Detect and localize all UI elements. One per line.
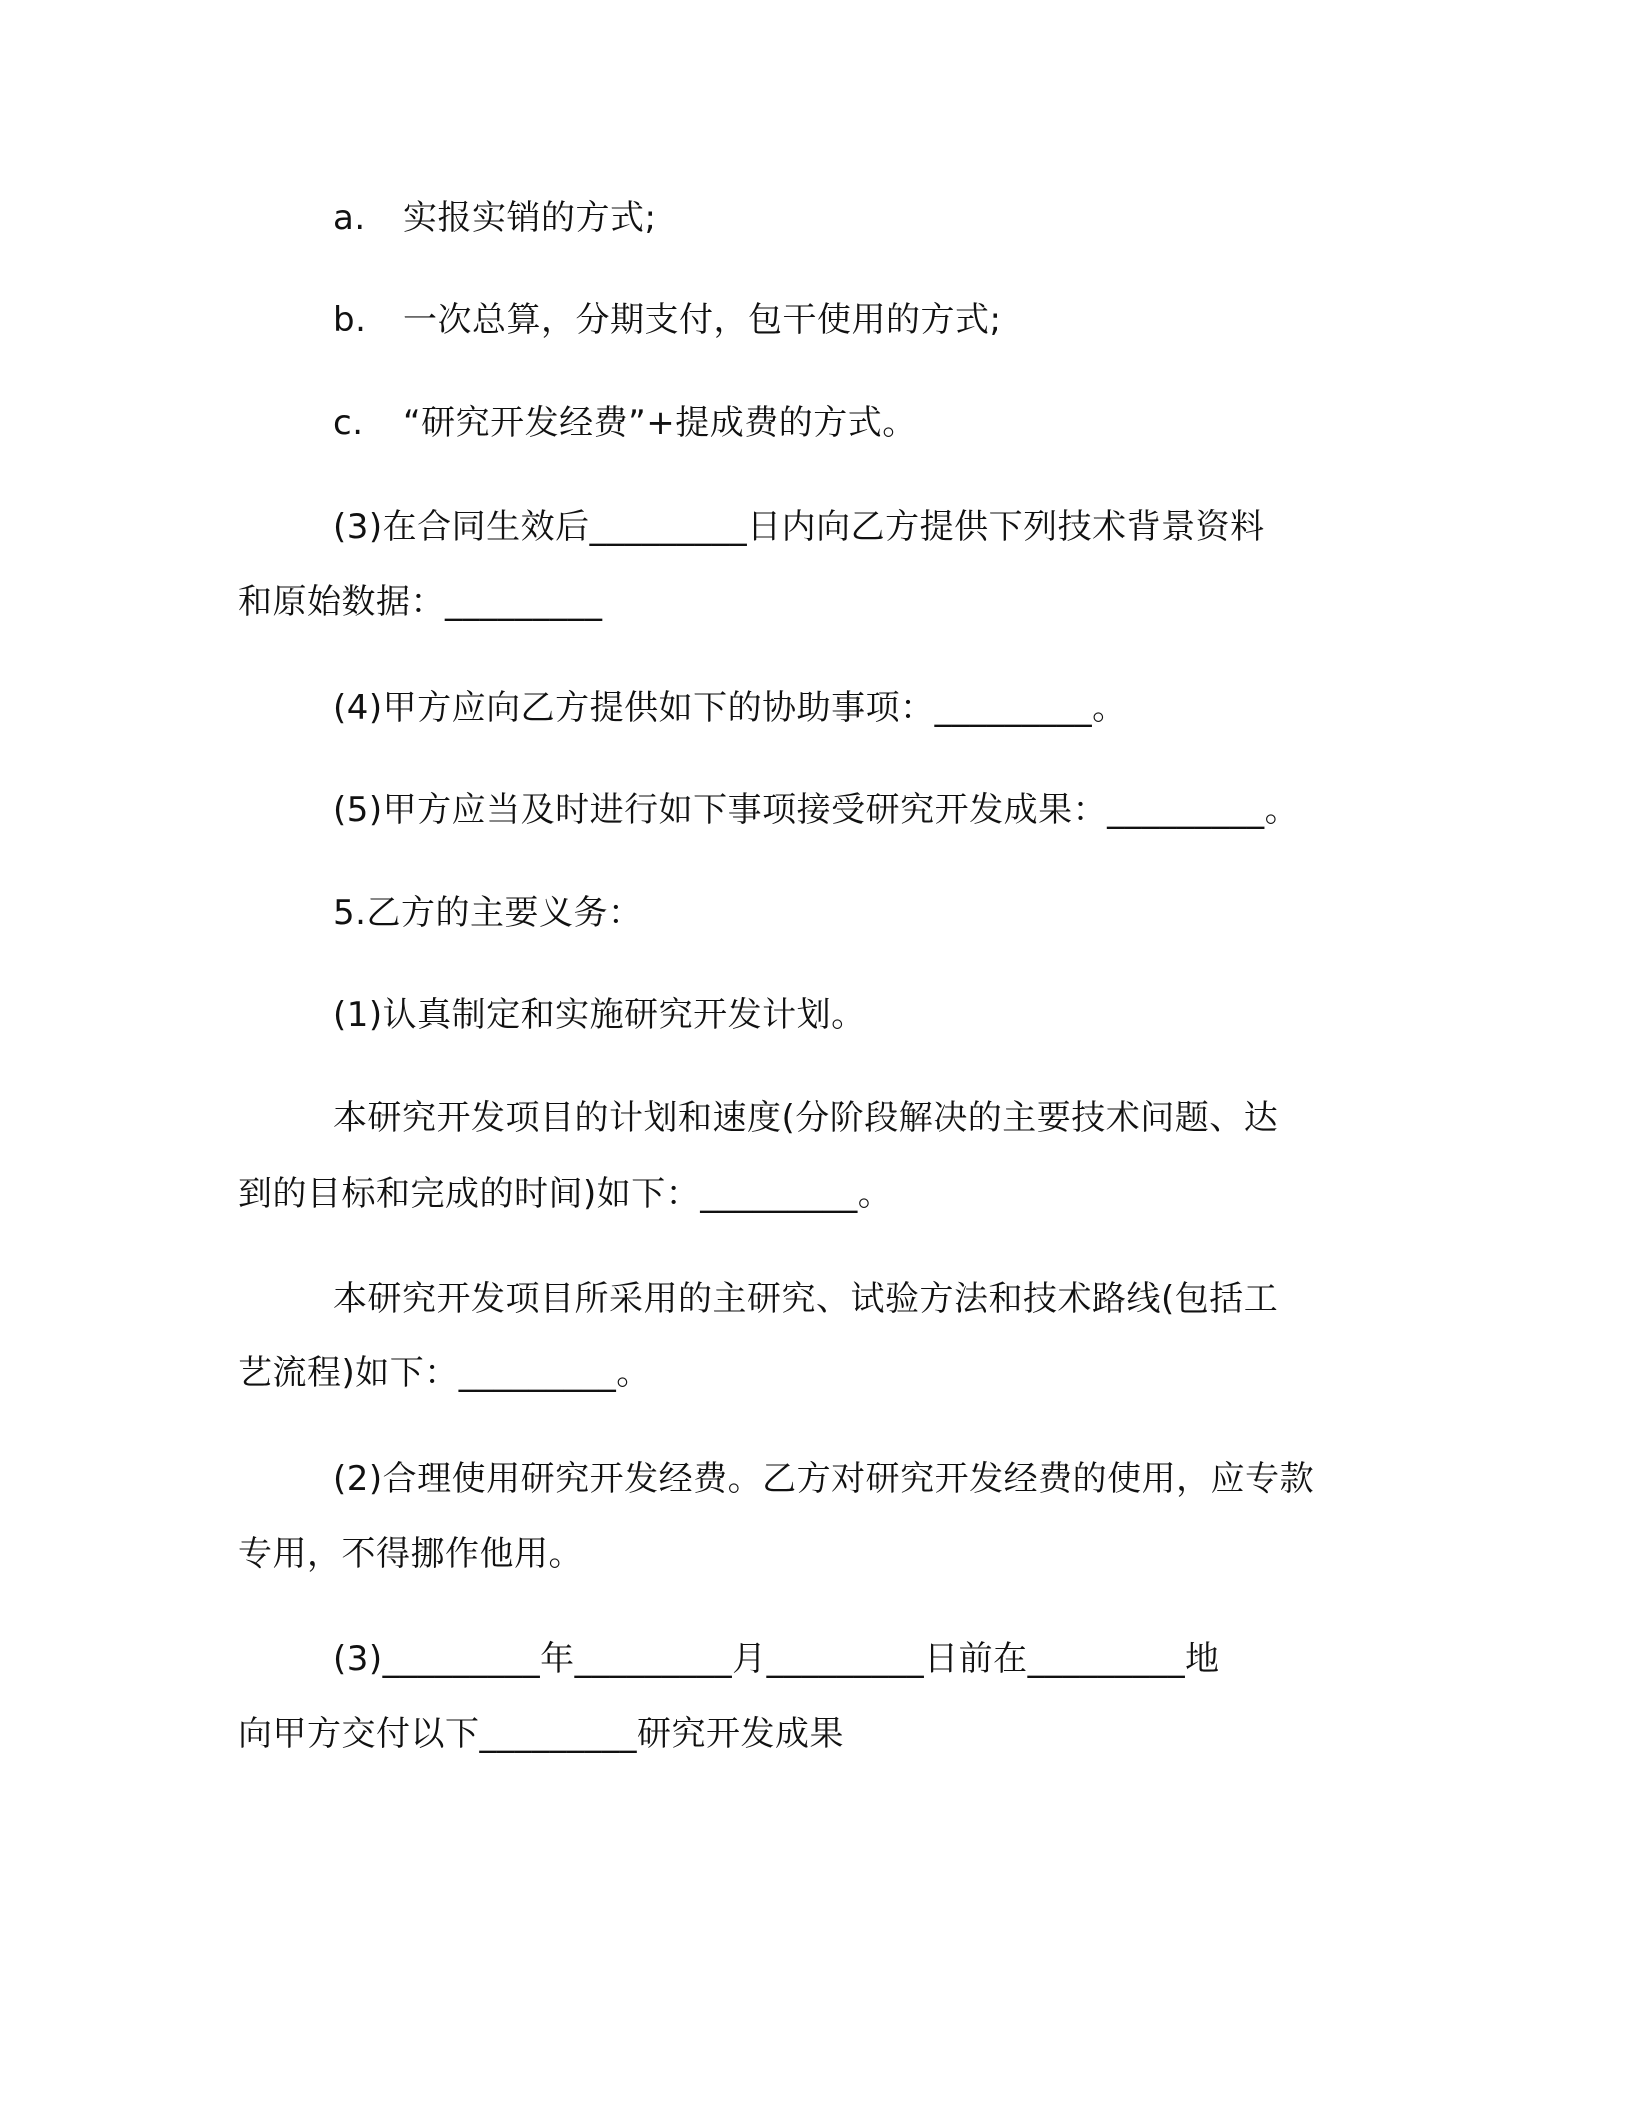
list-text: 实报实销的方式; — [403, 198, 657, 238]
list-label: c. — [333, 403, 364, 443]
list-label: a. — [333, 198, 366, 238]
list-text: 一次总算，分期支付，包干使用的方式; — [403, 300, 1002, 340]
paragraph-line: (1)认真制定和实施研究开发计划。 — [333, 995, 866, 1035]
paragraph-line: (3)_________年_________月_________日前在_________地 — [333, 1639, 1220, 1679]
payment-option-b — [333, 300, 1001, 340]
paragraph-line: (2)合理使用研究开发经费。乙方对研究开发经费的使用，应专款 — [333, 1459, 1315, 1499]
list-label: b. — [333, 300, 367, 340]
paragraph-line: 到的目标和完成的时间)如下：_________。 — [238, 1174, 893, 1214]
payment-option-a — [333, 198, 656, 238]
paragraph-line: 本研究开发项目的计划和速度(分阶段解决的主要技术问题、达 — [333, 1098, 1279, 1138]
paragraph-line: 本研究开发项目所采用的主研究、试验方法和技术路线(包括工 — [333, 1279, 1279, 1319]
payment-option-c — [333, 403, 917, 443]
paragraph-line: (3)在合同生效后_________日内向乙方提供下列技术背景资料 — [333, 507, 1265, 547]
paragraph-line: 艺流程)如下：_________。 — [238, 1353, 651, 1393]
paragraph-line: 专用，不得挪作他用。 — [238, 1534, 583, 1574]
paragraph-line: (4)甲方应向乙方提供如下的协助事项：_________。 — [333, 688, 1127, 728]
paragraph-line: 向甲方交付以下_________研究开发成果 — [238, 1714, 844, 1754]
paragraph-line: (5)甲方应当及时进行如下事项接受研究开发成果：_________。 — [333, 790, 1300, 830]
list-text: “研究开发经费”+提成费的方式。 — [403, 403, 917, 443]
section-heading: 5.乙方的主要义务： — [333, 893, 643, 933]
paragraph-line: 和原始数据：_________ — [238, 582, 603, 622]
